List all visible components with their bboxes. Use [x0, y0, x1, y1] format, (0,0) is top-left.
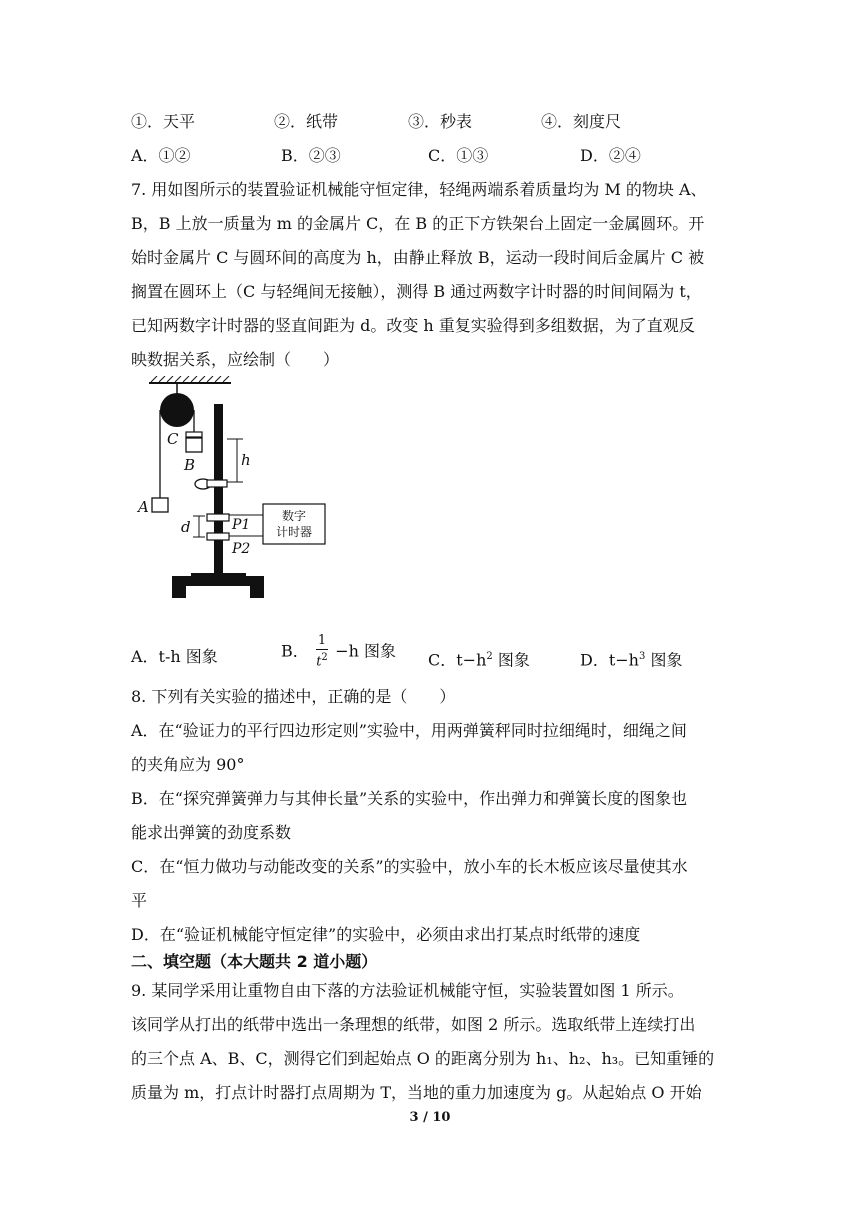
q7-option-b-denominator [316, 650, 328, 670]
q7-option-b-numerator: 1 [317, 633, 327, 648]
ceiling-hatch [151, 376, 229, 382]
q6-option-b: B．②③ [281, 146, 341, 165]
q8-line-1: A．在“验证力的平行四边形定则”实验中，用两弹簧秤同时拉细绳时，细绳之间 [131, 721, 687, 740]
label-a: A [138, 498, 149, 516]
ring-clamp [207, 480, 227, 487]
q9-line-4: 质量为 m，打点计时器打点周期为 T，当地的重力加速度为 g。从起始点 O 开始 [131, 1083, 702, 1102]
q7-option-d-text: D．t−h [580, 650, 639, 670]
q7-option-b-suffix: −h 图象 [335, 641, 397, 661]
q7-option-d [580, 645, 682, 672]
q7-apparatus-figure [131, 376, 351, 606]
label-p1: P1 [232, 517, 251, 533]
q7-line-6: 映数据关系，应绘制（ ） [131, 350, 340, 369]
q7-option-b-den-exp: 2 [321, 652, 328, 663]
q7-line-4: 搁置在圆环上（C 与轻绳间无接触），测得 B 通过两数字计时器的时间间隔为 t， [131, 282, 702, 301]
label-h: h [241, 451, 251, 469]
q8-line-5: C．在“恒力做功与动能改变的关系”的实验中，放小车的长木板应该尽量使其水 [131, 857, 688, 876]
q8-line-6: 平 [131, 891, 148, 910]
q8-line-3: B．在“探究弹簧弹力与其伸长量”关系的实验中，作出弹力和弹簧长度的图象也 [131, 789, 688, 808]
timer-label-2: 计时器 [275, 525, 313, 539]
q8-line-7: D．在“验证机械能守恒定律”的实验中，必须由求出打某点时纸带的速度 [131, 925, 641, 944]
q7-line-2: B，B 上放一质量为 m 的金属片 C，在 B 的正下方铁架台上固定一金属圆环。开 [131, 214, 705, 233]
gate-p1 [207, 514, 229, 521]
label-c: C [167, 430, 179, 448]
q7-option-c-text: C．t−h [428, 650, 487, 670]
gate-p2 [207, 533, 229, 540]
block-b [186, 438, 202, 452]
pulley [160, 393, 194, 427]
section-heading-fill-in: 二、填空题（本大题共 2 道小题） [131, 952, 378, 971]
q6-item-3: ③．秒表 [408, 112, 473, 131]
q8-line-4: 能求出弹簧的劲度系数 [131, 823, 292, 842]
q8-stem: 8. 下列有关实验的描述中，正确的是（ ） [131, 687, 456, 706]
q7-line-5: 已知两数字计时器的竖直间距为 d。改变 h 重复实验得到多组数据，为了直观反 [131, 316, 695, 335]
q8-line-2: 的夹角应为 90° [131, 755, 245, 774]
apparatus-diagram [131, 376, 351, 606]
page-number: 3 / 10 [409, 1110, 451, 1125]
q6-item-2: ②．纸带 [274, 112, 339, 131]
q6-option-c: C．①③ [428, 146, 489, 165]
q7-option-b-prefix: B． [281, 641, 309, 661]
q9-line-3: 的三个点 A、B、C，测得它们到起始点 O 的距离分别为 h₁、h₂、h₃。已知重锤的 [131, 1049, 715, 1068]
q7-line-3: 始时金属片 C 与圆环间的高度为 h，由静止释放 B，运动一段时间后金属片 C 被 [131, 248, 705, 267]
stand-pole [214, 404, 223, 580]
q7-option-b-den-t: t [316, 654, 322, 670]
q9-line-1: 9. 某同学采用让重物自由下落的方法验证机械能守恒，实验装置如图 1 所示。 [131, 981, 684, 1000]
q6-item-4: ④．刻度尺 [541, 112, 622, 131]
q9-line-2: 该同学从打出的纸带中选出一条理想的纸带，如图 2 所示。选取纸带上连续打出 [131, 1015, 696, 1034]
stand-foot-left [172, 586, 186, 598]
timer-label-1: 数字 [281, 509, 307, 523]
q7-line-1: 7. 用如图所示的装置验证机械能守恒定律，轻绳两端系着质量均为 M 的物块 A、 [131, 180, 707, 199]
q7-option-b-fraction [316, 633, 328, 670]
q7-options-row [131, 633, 731, 673]
q6-option-d: D．②④ [580, 146, 641, 165]
label-b: B [184, 456, 196, 474]
label-d: d [181, 518, 191, 536]
stand-foot-right [250, 586, 264, 598]
stand-base-top [172, 576, 264, 586]
q7-option-d-exp: 3 [638, 651, 646, 662]
metal-plate-c [186, 432, 202, 437]
q7-option-d-suffix: 图象 [645, 650, 683, 670]
block-a [152, 498, 168, 512]
q7-option-b [281, 633, 396, 670]
label-p2: P2 [232, 541, 251, 557]
q6-item-1: ①．天平 [131, 112, 196, 131]
q6-option-a: A．①② [131, 146, 191, 165]
q7-option-a: A．t-h 图象 [131, 647, 218, 666]
q7-option-c-exp: 2 [486, 651, 493, 662]
q7-option-c-suffix: 图象 [492, 650, 530, 670]
q7-option-c [428, 645, 530, 672]
